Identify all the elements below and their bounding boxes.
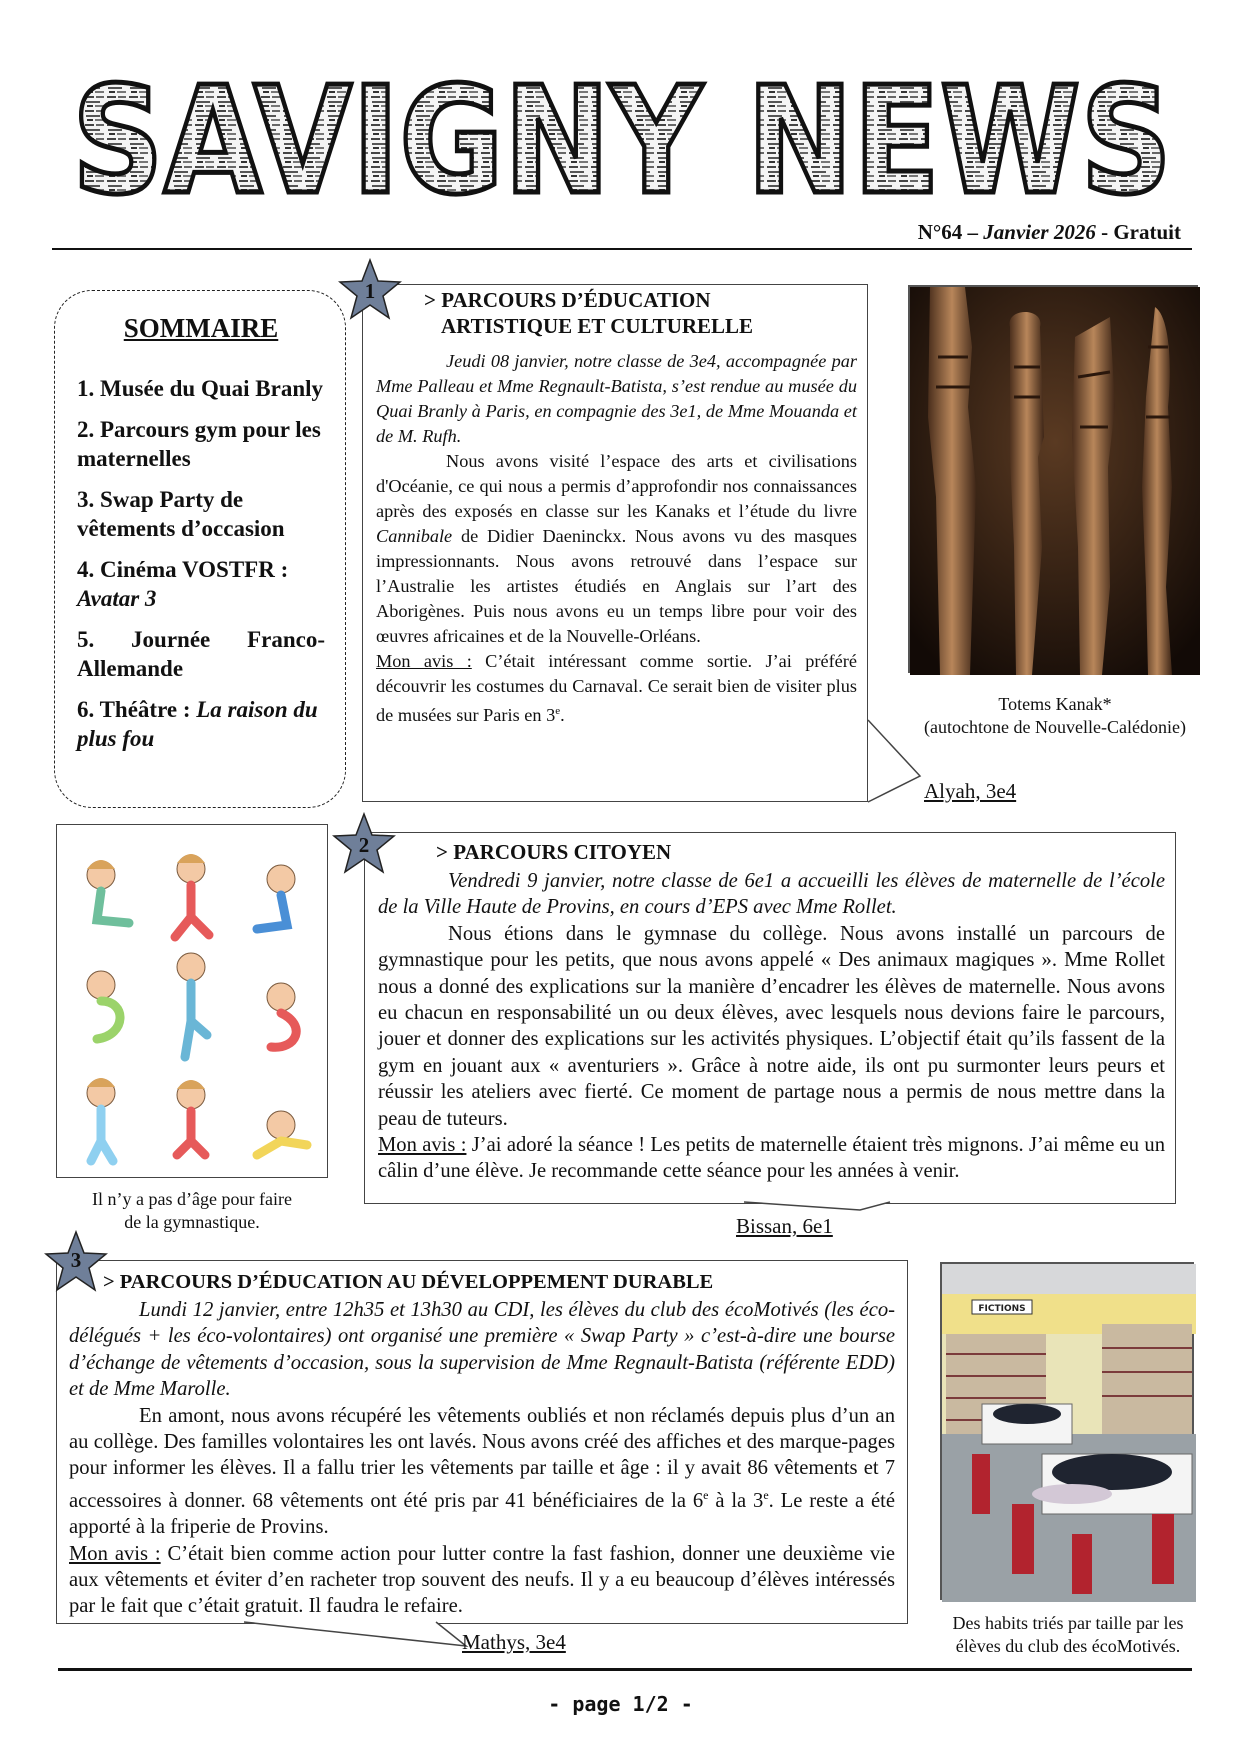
- article-2-title: > PARCOURS CITOYEN: [436, 840, 672, 864]
- article-2: [364, 832, 1176, 1204]
- issue-info: [918, 220, 1181, 245]
- article-3-number-badge: 3: [44, 1230, 108, 1294]
- sommaire-item: 2. Parcours gym pour les maternelles: [77, 417, 321, 471]
- gymnastics-illustration: [56, 824, 328, 1178]
- article-2-avis: Mon avis : J’ai adoré la séance ! Les petits de maternelle étaient très mignons. J’ai même eu un câlin d’une élève. Je recommande cette séance pour les années à venir.: [378, 1134, 1166, 1183]
- article-2-intro: Vendredi 9 janvier, notre classe de 6e1 a accueilli les élèves de maternelle de l’école de la Ville Haute de Provins, en cours d’EPS avec Mme Rollet.: [378, 870, 1165, 919]
- article-3-author: Mathys, 3e4: [462, 1630, 566, 1654]
- swap-party-caption: Des habits triés par taille par les élèves du club des écoMotivés.: [952, 1613, 1184, 1656]
- article-1: [362, 284, 868, 802]
- issue-number: N°64 –: [917, 220, 979, 244]
- article-3: [56, 1260, 908, 1624]
- article-2-callout-tail: [740, 1196, 900, 1212]
- masthead-logo: [62, 55, 1182, 227]
- article-1-number-badge: 1: [338, 258, 402, 322]
- totems-photo: [908, 285, 1198, 673]
- sommaire-item: 5. Journée Franco- Allemande: [77, 627, 325, 681]
- library-sign: FICTIONS: [978, 1304, 1026, 1314]
- masthead-title: SAVIGNY NEWS: [72, 55, 1172, 227]
- sommaire-box: [54, 290, 346, 808]
- article-2-number-badge: 2: [332, 812, 396, 876]
- sommaire-item: 3. Swap Party de vêtements d’occasion: [77, 487, 285, 541]
- article-3-intro: Lundi 12 janvier, entre 12h35 et 13h30 au CDI, les élèves du club des écoMotivés (les éco-délégués + les éco-volontaires) ont organisé une première « Swap Party » c’est-à-dire une bourse d’échange de vêtements d’occasion, sous la supervision de Mme Regnault-Batista (référente EDD) et de Mme Marolle.: [69, 1299, 895, 1401]
- article-3-paragraph: En amont, nous avons récupéré les vêtements oubliés et non réclamés depuis plus d’un an au collège. Des familles volontaires les ont lavés. Nous avons créé des affiches et des marque-pages pour informer les élèves. Il a fallu trier les vêtements par taille et âge : il y avait 86 vêtements et 7 accessoires à donner. 68 vêtements ont été pris par 41 bénéficiaires de la 6e à la 3e. Le reste a été apporté à la friperie de Provins.: [69, 1404, 896, 1539]
- article-1-intro: Jeudi 08 janvier, notre classe de 3e4, accompagnée par Mme Palleau et Mme Regnault-Batista, s’est rendue au musée du Quai Branly à Paris, en compagnie des 3e1, de Mme Mouanda et de M. Rufh.: [376, 351, 857, 446]
- article-2-author: Bissan, 6e1: [736, 1214, 833, 1238]
- sommaire-item: 1. Musée du Quai Branly: [77, 376, 324, 401]
- sommaire-title: SOMMAIRE: [123, 313, 279, 343]
- totems-caption: Totems Kanak* (autochtone de Nouvelle-Calédonie): [924, 694, 1186, 737]
- swap-party-photo: [940, 1262, 1194, 1600]
- article-1-author: Alyah, 3e4: [924, 779, 1017, 803]
- article-1-avis: Mon avis : C’était intéressant comme sortie. J’ai préféré découvrir les costumes du Carnaval. Ce serait bien de visiter plus de musées sur Paris en 3e.: [376, 651, 857, 726]
- page-number: - page 1/2 -: [548, 1692, 693, 1716]
- issue-price: - Gratuit: [1101, 220, 1181, 244]
- sommaire-item: 6. Théâtre : La raison du plus fou: [77, 697, 318, 751]
- header-rule: [52, 248, 1192, 250]
- article-3-callout-tail: [240, 1616, 480, 1650]
- gymnastics-caption: Il n’y a pas d’âge pour faire de la gymnastique.: [92, 1189, 292, 1232]
- footer-rule: [58, 1668, 1192, 1671]
- issue-date: Janvier 2026: [983, 220, 1096, 244]
- article-1-title: > PARCOURS D’ÉDUCATION ARTISTIQUE ET CULTURELLE: [424, 288, 754, 338]
- article-3-title: > PARCOURS D’ÉDUCATION AU DÉVELOPPEMENT DURABLE: [103, 1271, 714, 1293]
- article-2-paragraph: Nous étions dans le gymnase du collège. Nous avons installé un parcours de gymnastique pour les petits, que nous avons appelé « Des animaux magiques ». Mme Rollet nous a donné des explications sur la manière d’encadrer les élèves de maternelle. Nous avons eu chacun en responsabilité un ou deux élèves, avec lesquels nous devions faire le parcours, jouer et donner des explications sur les activités physiques. L’objectif était qu’ils fassent de la gym en jouant aux « aventuriers ». Grâce à notre aide, ils ont pu surmonter leurs peurs et réussir les ateliers avec fierté. Ce moment de partage nous a permis de nous mettre dans la peau de tuteurs.: [378, 922, 1165, 1130]
- article-1-paragraph: Nous avons visité l’espace des arts et civilisations d'Océanie, ce qui nous a permis d’approfondir nos connaissances après des exposés en classe sur les Kanaks et l’étude du livre Cannibale de Didier Daeninckx. Nous avons vu des masques impressionnants. Nous avons retrouvé dans l’espace sur l’Australie les artistes étudiés en Anglais sur l’art des Aborigènes. Puis nous avons eu un temps libre pour voir des œuvres africaines et de la Nouvelle-Orléans.: [376, 451, 857, 646]
- sommaire-item: 4. Cinéma VOSTFR : Avatar 3: [77, 557, 289, 611]
- article-3-avis: Mon avis : C’était bien comme action pour lutter contre la fast fashion, donner une deuxième vie aux vêtements et éviter d’en racheter trop souvent des neufs. Il y a eu beaucoup d’élèves intéressés par le fait que c’était gratuit. Il faudra le refaire.: [69, 1542, 895, 1618]
